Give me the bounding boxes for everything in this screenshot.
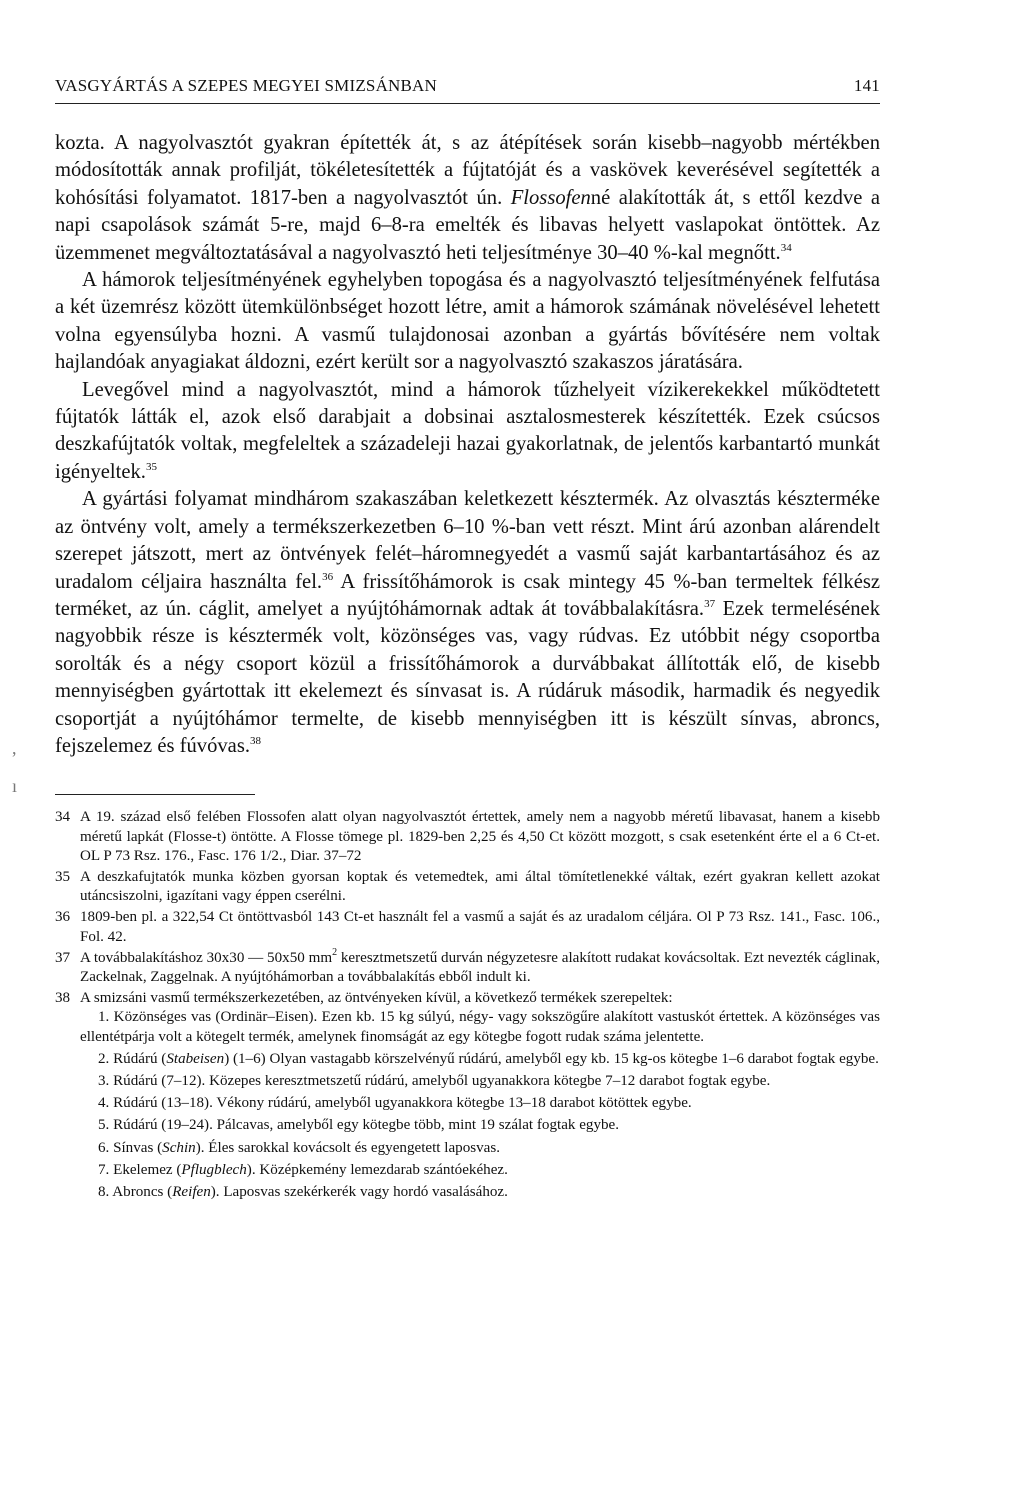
paragraph: A hámorok teljesítményének egyhelyben topogása és a nagyolvasztó teljesítményének felfutása a két üzemrész között ütemkülönbséget hozott létre, amit a hámorok számának növelésével lehetett volna egyensúlyba hozni. A vasmű tulajdonosai azonban a gyártás bővítésére nem voltak hajlandóak anyagiakat áldozni, ezért került sor a nagyolvasztó szakaszos járatására.: [55, 269, 880, 374]
footnote-divider: [55, 794, 255, 795]
list-item: 8. Abroncs (Reifen). Laposvas szekérkerék vagy hordó vasalásához.: [98, 1184, 508, 1200]
list-item: 5. Rúdárú (19–24). Pálcavas, amelyből egy kötegbe több, mint 19 szálat fogtak egybe.: [98, 1117, 620, 1134]
footnote-number: 38: [55, 990, 71, 1007]
list-item: 3. Rúdárú (7–12). Közepes keresztmetszetű rúdárú, amelyből ugyanakkora kötegbe 7–12 darabot fogtak egybe.: [98, 1072, 771, 1089]
footnote-number: 37: [55, 949, 71, 966]
footnote-ref[interactable]: 36: [322, 570, 334, 583]
footnote-35: [55, 868, 880, 906]
footnote-text: A 19. század első felében Flossofen alatt olyan nagyolvasztót értettek, amely nem a nagyobb méretű libavasat, hanem a kisebb méretű lapkát (Flosse-t) öntötte. A Flosse tömege pl. 1829-ben 2,25 és 4,50 Ct között mozgott, s csak esetenként érte el a 6 Ct-et. OL P 73 Rsz. 176., Fasc. 176 1/2., Diar. 37–72: [80, 809, 880, 864]
footnotes: [55, 808, 880, 1202]
page-number: 141: [853, 76, 880, 95]
paragraph: A gyártási folyamat mindhárom szakaszában keletkezett késztermék. Az olvasztás készterméke az öntvény volt, amely a termékszerkezetben 6–10 %-ban vett részt. Mint árú azonban alárendelt szerepet játszott, mert az öntvények felét–háromnegyedét a vasmű saját karbantartásához és az uradalom céljaira használta fel.$^{36}$ A frissítőhámorok is csak mintegy 45 %-ban termeltek félkész terméket, az ún. cáglit, amelyet a nyújtóhámornak adtak át továbbalakításra.$^{37}$ Ezek termelésének nagyobbik része is késztermék volt, közönséges vas, vagy rúdvas. Ez utóbbit négy csoportba sorolták és a négy csoport közül a frissítőhámorok a durvábbakat állították elő, de kisebb mennyiségben gyártottak itt ekelemezt és sínvasat is. A rúdáruk második, harmadik és negyedik csoportját a nyújtóhámor termelte, de kisebb mennyiségben itt is készült sínvas, abroncs, fejszelemez és fúvóvas.$^{38}$: [55, 488, 881, 757]
list-item: 1. Közönséges vas (Ordinär–Eisen). Ezen kb. 15 kg súlyú, négy- vagy sokszögűre alakított vastuskót értettek. A közönséges vas ellentétpárja volt a kötegelt termék, amelynek finomságát az egy kötegbe fogott rudak száma jelentette.: [80, 1009, 880, 1045]
footnote-ref[interactable]: 37: [704, 597, 716, 610]
footnote-ref[interactable]: 38: [249, 734, 261, 747]
running-title: VASGYÁRTÁS A SZEPES MEGYEI SMIZSÁNBAN: [55, 76, 438, 95]
paragraph: Levegővel mind a nagyolvasztót, mind a hámorok tűzhelyeit vízikerekekkel működtetett fújtatók látták el, azok első darabjait a dobsinai asztalosmesterek készítették. Ezek csúcsos deszkafújtatók voltak, megfeleltek a századeleji hazai gyakorlatnak, de jelentős karbantartó munkát igényeltek.$^{35}$: [55, 378, 880, 483]
list-item: 6. Sínvas (Schin). Éles sarokkal kovácsolt és egyengetett laposvas.: [98, 1139, 501, 1156]
margin-tick: ı: [12, 776, 18, 796]
list-item: 4. Rúdárú (13–18). Vékony rúdárú, amelyből ugyanakkora kötegbe 13–18 darabot kötöttek egybe.: [98, 1095, 692, 1112]
book-page: [55, 76, 880, 1202]
footnote-text: 1809-ben pl. a 322,54 Ct öntöttvasból 143 Ct-et használt fel a vasmű a saját és az uradalom céljára. Ol P 73 Rsz. 141., Fasc. 106., Fol. 42.: [80, 909, 880, 945]
footnote-text: [80, 989, 880, 1202]
footnote-number: 35: [55, 868, 71, 885]
footnote-ref[interactable]: 35: [145, 460, 157, 473]
footnote-text: A deszkafujtatók munka közben gyorsan koptak és vetemedtek, ami által tömítetlenekké váltak, ezért gyakran kellett azokat utáncsiszolni, igazítani vagy éppen cserélni.: [80, 868, 880, 905]
footnote-number: 36: [55, 909, 71, 926]
footnote-ref[interactable]: 34: [780, 241, 792, 254]
list-item: 2. Rúdárú (Stabeisen) (1–6) Olyan vastagabb körszelvényű rúdárú, amelyből egy kb. 15 kg-os kötegbe 1–6 darabot fogtak egybe.: [98, 1050, 879, 1067]
footnote-38: [55, 989, 880, 1202]
footnote-text: A továbbalakításhoz 30x30 — 50x50 mm$^2$ keresztmetszetű durván négyzetesre alakított rudakat kovácsoltak. Ezt nevezték cáglinak, Zackelnak, Zaggelnak. A nyújtóhámorban a továbbalakítás ebből indult ki.: [80, 946, 880, 985]
footnote-intro: A smizsáni vasmű termékszerkezetében, az öntvényeken kívül, a következő termékek szerepeltek:: [80, 990, 673, 1007]
list-item: 7. Ekelemez (Pflugblech). Középkemény lemezdarab szántóekéhez.: [98, 1161, 508, 1178]
footnote-34: [55, 808, 880, 866]
footnote-36: [55, 908, 880, 946]
paragraph: kozta. A nagyolvasztót gyakran építették át, s az átépítések során kisebb–nagyobb mértékben módosították annak profilját, tökéletesítették a fújtatóját és a vaskövek keverésével segítették a kohósítási folyamatot. 1817-ben a nagyolvasztót ún. Flossofenné alakították át, s ettől kezdve a napi csapolások számát 5-re, majd 6–8-ra emelték és libavas helyett vaslapokat öntöttek. Az üzemmenet megváltoztatásával a nagyolvasztó heti teljesítménye 30–40 %-kal megnőtt.$^{34}$: [55, 132, 880, 264]
main-text: [55, 130, 880, 760]
footnote-37: [55, 946, 880, 987]
running-header: [55, 76, 880, 104]
footnote-number: 34: [55, 809, 71, 826]
margin-tick: ,: [12, 738, 17, 758]
